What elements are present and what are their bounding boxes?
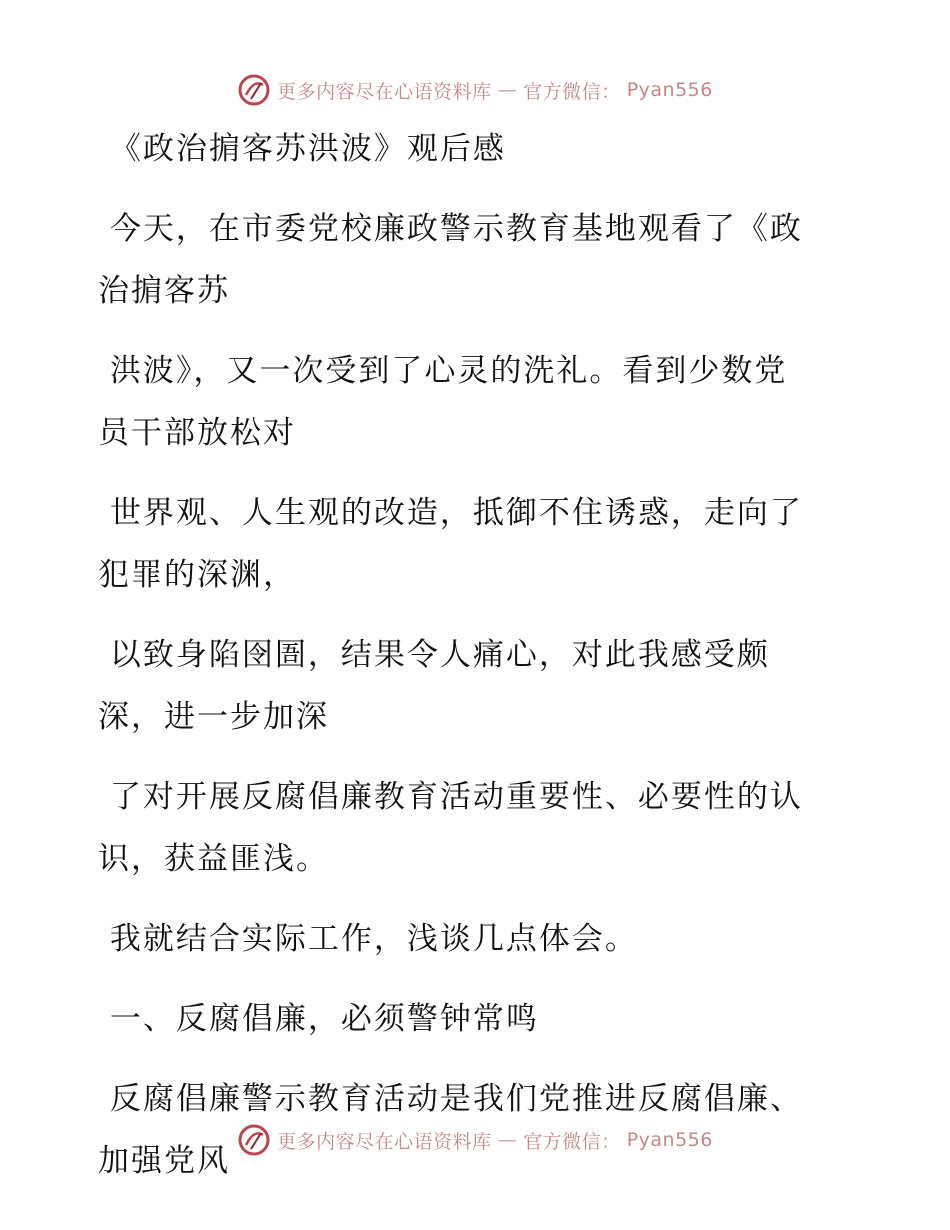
paragraph: 以致身陷囹圄，结果令人痛心，对此我感受颇 深，进一步加深 [98,637,770,735]
paragraph: 反腐倡廉警示教育活动是我们党推进反腐倡廉、 加强党风 [98,1081,803,1179]
paragraph: 世界观、人生观的改造，抵御不住诱惑，走向了 犯罪的深渊， [98,495,803,593]
watermark-suffix: 官方微信： [523,1130,621,1153]
paragraph: 了对开展反腐倡廉教育活动重要性、必要性的认 识，获益匪浅。 [98,779,803,877]
document-title: 《政治掮客苏洪波》观后感 [98,131,506,167]
paragraph: 洪波》，又一次受到了心灵的洗礼。看到少数党 员干部放松对 [98,353,788,451]
watermark-text: 更多内容尽在心语资料库 [277,1130,492,1153]
watermark-separator: — [497,1129,518,1151]
logo-icon [237,1123,271,1157]
document-body [98,118,858,1210]
section-heading: 一、反腐倡廉，必须警钟常鸣 [98,1001,539,1037]
logo-icon [237,73,271,107]
watermark-text: 更多内容尽在心语资料库 [277,80,492,103]
watermark-id: Pyan556 [626,79,713,101]
header-watermark [0,70,950,110]
watermark-separator: — [497,79,518,101]
footer-watermark [0,1120,950,1160]
paragraph: 今天，在市委党校廉政警示教育基地观看了《政 治掮客苏 [98,211,803,309]
watermark-suffix: 官方微信： [523,80,621,103]
paragraph: 我就结合实际工作，浅谈几点体会。 [98,921,638,957]
watermark-id: Pyan556 [626,1129,713,1151]
